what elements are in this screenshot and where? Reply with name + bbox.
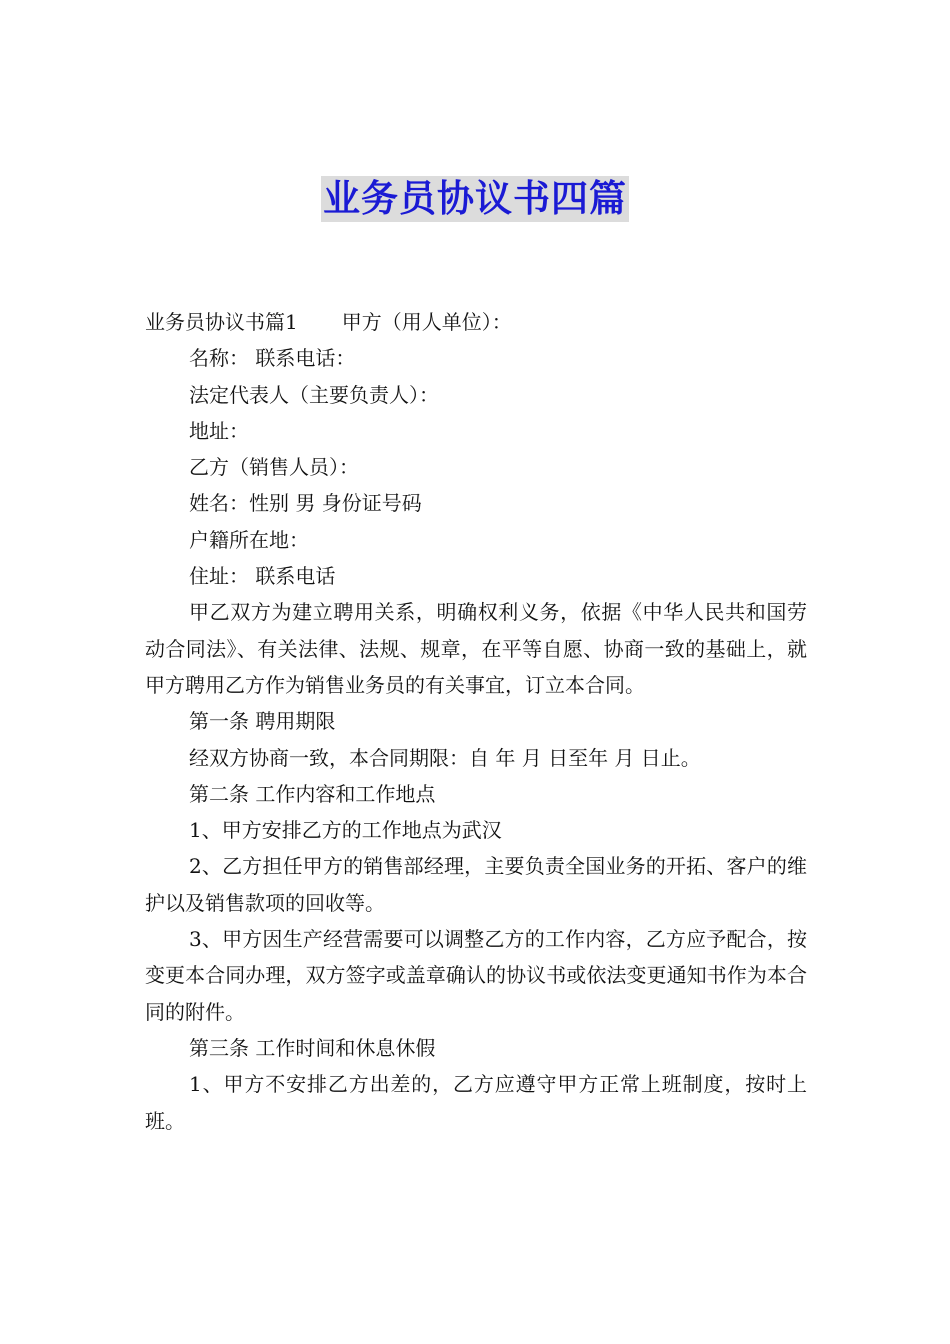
- paragraph: 2、乙方担任甲方的销售部经理，主要负责全国业务的开拓、客户的维护以及销售款项的回收等。: [145, 854, 807, 915]
- paragraph: 户籍所在地：: [189, 527, 309, 552]
- paragraph: 经双方协商一致，本合同期限：自 年 月 日至年 月 日止。: [189, 745, 701, 770]
- paragraph: 地址：: [189, 418, 249, 443]
- paragraph: 法定代表人（主要负责人）：: [189, 382, 439, 407]
- paragraph: 姓名：性别 男 身份证号码: [189, 491, 422, 516]
- title-container: [0, 176, 950, 222]
- paragraph: 1、甲方不安排乙方出差的，乙方应遵守甲方正常上班制度，按时上班。: [145, 1072, 807, 1133]
- document-body: [145, 304, 807, 1139]
- article-heading: 第一条 聘用期限: [189, 709, 336, 734]
- paragraph: 乙方（销售人员）：: [189, 455, 359, 480]
- paragraph: 3、甲方因生产经营需要可以调整乙方的工作内容，乙方应予配合，按变更本合同办理，双方签字或盖章确认的协议书或依法变更通知书作为本合同的附件。: [145, 927, 807, 1024]
- first-line: [145, 304, 807, 340]
- paragraph: 1、甲方安排乙方的工作地点为武汉: [189, 818, 502, 843]
- article-heading: 第二条 工作内容和工作地点: [189, 781, 436, 806]
- paragraph: 甲乙双方为建立聘用关系，明确权利义务，依据《中华人民共和国劳动合同法》、有关法律、法规、规章，在平等自愿、协商一致的基础上，就甲方聘用乙方作为销售业务员的有关事宜，订立本合同。: [145, 600, 807, 697]
- article-heading: 第三条 工作时间和休息休假: [189, 1035, 436, 1060]
- document-title: 业务员协议书四篇: [323, 177, 627, 220]
- paragraph: 名称： 联系电话：: [189, 346, 356, 371]
- party-a-label: 甲方（用人单位）：: [341, 310, 512, 334]
- paragraph: 住址： 联系电话: [189, 564, 336, 589]
- section-heading: 业务员协议书篇1: [145, 310, 298, 334]
